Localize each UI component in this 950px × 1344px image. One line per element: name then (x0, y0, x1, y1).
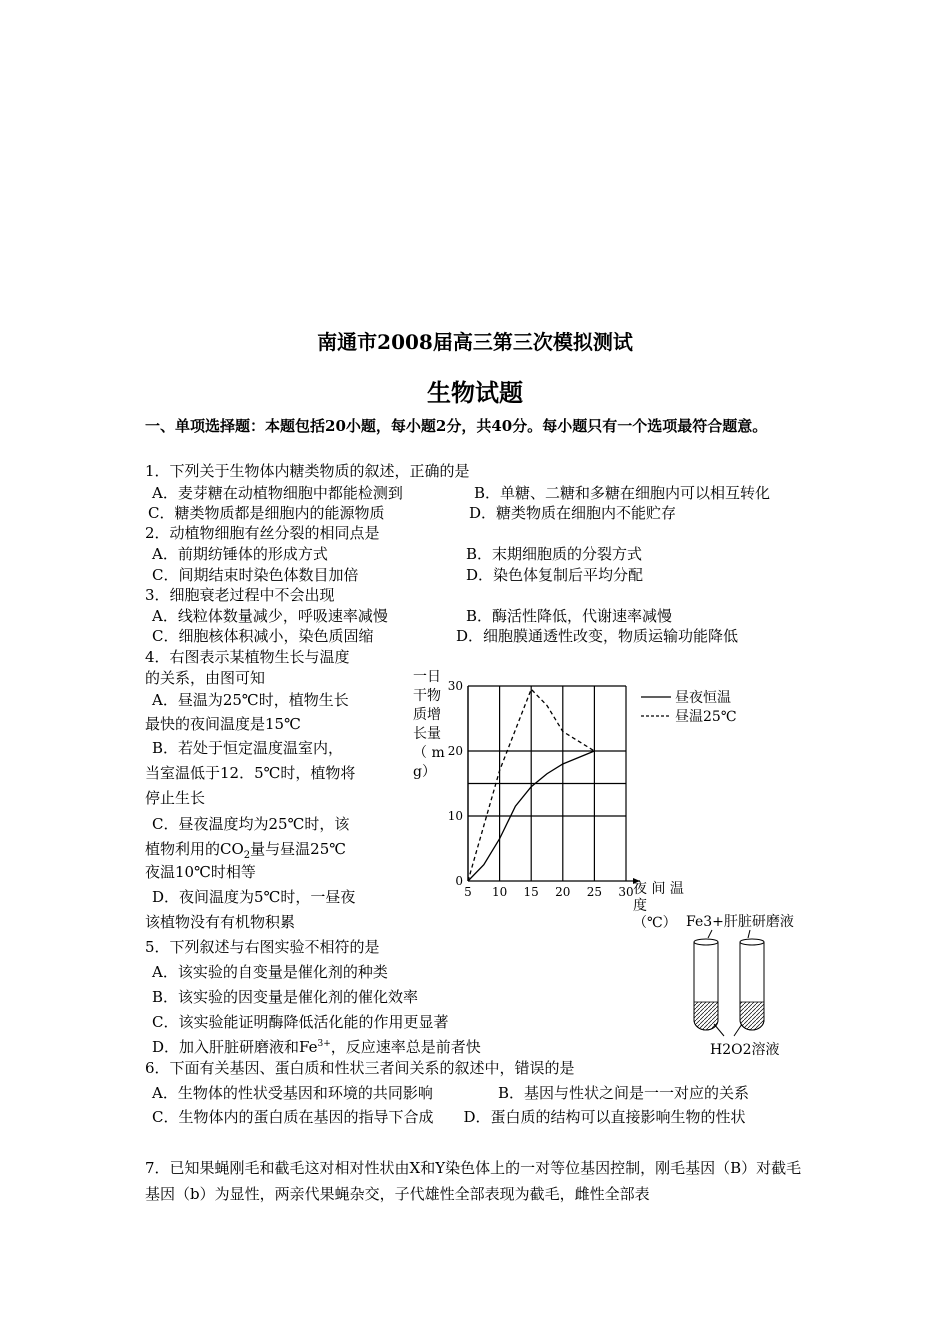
q3-option-c: C．细胞核体积减小，染色质固缩 (152, 627, 374, 645)
q4-option-c-line1: C．昼夜温度均为25℃时，该 (152, 815, 350, 833)
q5-option-a: A．该实验的自变量是催化剂的种类 (152, 963, 388, 981)
chart-y-ticks (448, 679, 463, 888)
tubes-bottom-label: H2O2溶液 (710, 1042, 780, 1058)
y-axis-label-line-1: 一日 (413, 669, 441, 685)
q4-option-b-line1: B．若处于恒定温度温室内， (152, 739, 344, 757)
x-axis-label-line-1: 夜 间 温 (633, 881, 684, 897)
q4-option-b-line3: 停止生长 (145, 789, 206, 807)
q3-option-a: A．线粒体数量减少，呼吸速率减慢 (152, 607, 388, 625)
q5-option-c: C．该实验能证明酶降低活化能的作用更显著 (152, 1013, 449, 1031)
q4-option-a-line1: A．昼温为25℃时，植物生长 (152, 691, 349, 709)
q1-option-c: C．糖类物质都是细胞内的能源物质 (148, 504, 385, 522)
q6-stem: 6．下面有关基因、蛋白质和性状三者间关系的叙述中，错误的是 (145, 1059, 575, 1077)
x-tick-label-30: 30 (618, 885, 634, 899)
page-subtitle: 生物试题 (427, 378, 523, 407)
q6-option-d: D．蛋白质的结构可以直接影响生物的性状 (463, 1108, 746, 1126)
chart-legend (641, 689, 736, 725)
growth-temperature-chart (405, 665, 755, 940)
q1-option-b: B．单糖、二糖和多糖在细胞内可以相互转化 (474, 484, 771, 502)
q2-option-b: B．末期细胞质的分裂方式 (466, 545, 643, 563)
q4-option-a-line2: 最快的夜间温度是15℃ (145, 715, 301, 733)
q2-option-d: D．染色体复制后平均分配 (466, 566, 644, 584)
q4-stem-line2: 的关系，由图可知 (145, 669, 266, 687)
page-title: 南通市2008届高三第三次模拟测试 (317, 330, 633, 354)
test-tubes-figure (680, 928, 790, 1058)
q1-stem: 1．下列关于生物体内糖类物质的叙述，正确的是 (145, 462, 470, 480)
q5-stem: 5．下列叙述与右图实验不相符的是 (145, 938, 380, 956)
legend-label-1: 昼夜恒温 (675, 690, 731, 706)
x-axis-label-line-3: （℃） (633, 915, 677, 931)
q4-stem-line1: 4．右图表示某植物生长与温度 (145, 648, 350, 666)
chart-x-ticks (464, 885, 633, 899)
q6-option-b: B．基因与性状之间是一一对应的关系 (498, 1084, 750, 1102)
y-axis-label-line-6: g） (413, 764, 436, 780)
y-axis-label-line-2: 干物 (413, 688, 441, 704)
y-tick-label-0: 0 (455, 874, 463, 888)
chart-ylabel (413, 669, 445, 780)
q6-option-c: C．生物体内的蛋白质在基因的指导下合成 (152, 1108, 434, 1126)
tubes-top-label: Fe3+肝脏研磨液 (686, 914, 794, 930)
y-axis-label-line-5: （ m (413, 745, 445, 761)
q4-option-b-line2: 当室温低于12．5℃时，植物将 (145, 764, 356, 782)
test-tube-left (694, 939, 718, 1030)
y-axis-label-line-3: 质增 (413, 707, 441, 723)
chart-grid (468, 686, 640, 884)
legend-label-2: 昼温25℃ (675, 709, 737, 725)
y-axis-label-line-4: 长量 (413, 726, 441, 742)
q4-option-d-line1: D．夜间温度为5℃时，一昼夜 (152, 888, 356, 906)
x-tick-label-5: 5 (464, 885, 472, 899)
section-heading: 一、单项选择题：本题包括20小题，每小题2分，共40分。每小题只有一个选项最符合题意。 (145, 417, 768, 435)
y-tick-label-20: 20 (447, 744, 463, 758)
y-tick-label-30: 30 (447, 679, 463, 693)
test-tube-right (740, 939, 764, 1030)
q4-option-c-line3: 夜温10℃时相等 (145, 863, 256, 881)
q6-option-a: A．生物体的性状受基因和环境的共同影响 (152, 1084, 433, 1102)
q6-options-cd (145, 1105, 810, 1130)
q3-stem: 3．细胞衰老过程中不会出现 (145, 586, 335, 604)
q1-option-a: A．麦芽糖在动植物细胞中都能检测到 (152, 484, 403, 502)
q3-option-b: B．酶活性降低，代谢速率减慢 (466, 607, 673, 625)
q4-option-c-line2: 植物利用的$CO_2$量与昼温25℃ (145, 840, 347, 861)
q2-option-a: A．前期纺锤体的形成方式 (152, 545, 328, 563)
x-tick-label-10: 10 (491, 885, 508, 899)
chart-xlabel (633, 881, 684, 931)
q2-option-c: C．间期结束时染色体数目加倍 (152, 566, 359, 584)
q3-option-d: D．细胞膜通透性改变，物质运输功能降低 (456, 627, 739, 645)
q5-option-d: D．加入肝脏研磨液和$Fe^{3+}$，反应速率总是前者快 (152, 1038, 481, 1056)
q5-option-b: B．该实验的因变量是催化剂的催化效率 (152, 988, 419, 1006)
y-tick-label-10: 10 (447, 809, 463, 823)
q2-stem: 2．动植物细胞有丝分裂的相同点是 (145, 524, 380, 542)
q1-option-d: D．糖类物质在细胞内不能贮存 (469, 504, 677, 522)
x-axis-label-line-2: 度 (633, 898, 647, 914)
x-tick-label-20: 20 (555, 885, 571, 899)
q4-option-d-line2: 该植物没有有机物积累 (145, 913, 296, 931)
q7-text: 7．已知果蝇刚毛和截毛这对相对性状由X和Y染色体上的一对等位基因控制，刚毛基因（B）对截毛基因（b）为显性，两亲代果蝇杂交，子代雄性全部表现为截毛，雌性全部表 (145, 1159, 802, 1203)
x-tick-label-25: 25 (586, 885, 603, 899)
x-tick-label-15: 15 (523, 885, 539, 899)
